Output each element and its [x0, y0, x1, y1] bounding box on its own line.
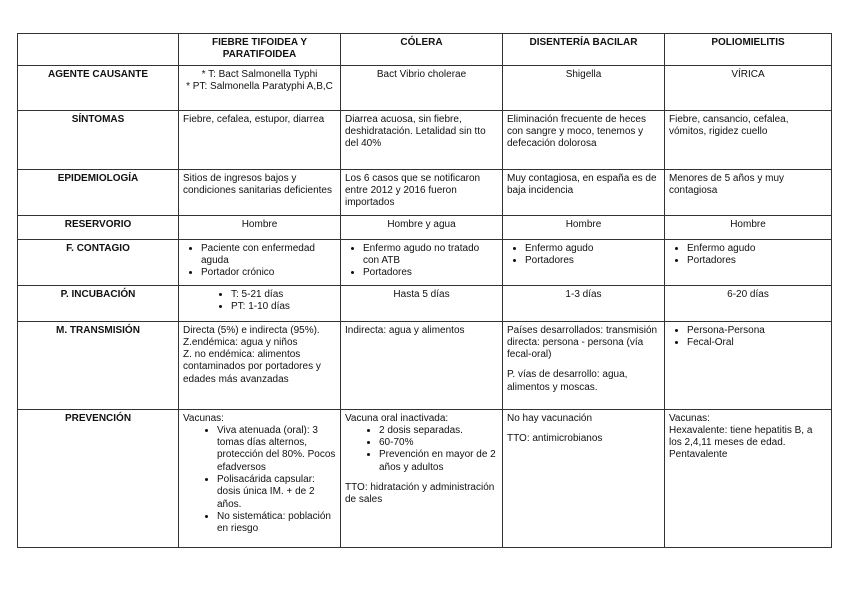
list-item: • Paciente con enfermedad aguda [201, 243, 336, 268]
cell-disenteria [503, 321, 665, 409]
cell-polio: Fiebre, cansancio, cefalea, vómitos, rigidez cuello [665, 110, 832, 169]
list-item: • Enfermo agudo [525, 243, 660, 255]
list-item: • PT: 1-10 días [231, 301, 336, 313]
cell-fiebre: Hombre [179, 215, 341, 239]
row-sintomas [18, 110, 832, 169]
row-transmision [18, 321, 832, 409]
cell-fiebre [179, 321, 341, 409]
row-label: AGENTE CAUSANTE [18, 65, 179, 110]
row-epidemiologia [18, 169, 832, 215]
cell-line: Países desarrollados: transmisión directa: persona - persona (vía fecal-oral) [507, 324, 658, 361]
row-reservorio [18, 215, 832, 239]
cell-fiebre [179, 65, 341, 110]
cell-fiebre [179, 409, 341, 547]
list-item: • Viva atenuada (oral): 3 tomas días alternos, protección del 80%. Pocos efadversos [217, 425, 336, 474]
row-label: EPIDEMIOLOGÍA [18, 169, 179, 215]
header-fiebre: FIEBRE TIFOIDEA Y PARATIFOIDEA [179, 34, 341, 66]
header-row [18, 34, 832, 66]
row-label: M. TRANSMISIÓN [18, 321, 179, 409]
cell-polio: Hombre [665, 215, 832, 239]
cell-line: Pentavalente [669, 449, 728, 461]
list-item: • T: 5-21 días [231, 289, 336, 301]
cell-line: * PT: Salmonella Paratyphi A,B,C [186, 80, 333, 92]
header-colera: CÓLERA [341, 34, 503, 66]
list-item: • Portadores [687, 255, 827, 267]
cell-colera [341, 409, 503, 547]
comparison-table [17, 33, 832, 548]
row-label: RESERVORIO [18, 215, 179, 239]
cell-line: * T: Bact Salmonella Typhi [201, 68, 318, 80]
header-disenteria: DISENTERÍA BACILAR [503, 34, 665, 66]
list-item: • Enfermo agudo no tratado con ATB [363, 243, 498, 268]
cell-disenteria: Eliminación frecuente de heces con sangre y moco, tenemos y defecación dolorosa [503, 110, 665, 169]
row-label: PREVENCIÓN [18, 409, 179, 547]
cell-fiebre: Fiebre, cefalea, estupor, diarrea [179, 110, 341, 169]
cell-fiebre [179, 285, 341, 321]
row-prevencion [18, 409, 832, 547]
cell-polio [665, 239, 832, 285]
row-label: SÍNTOMAS [18, 110, 179, 169]
cell-fiebre [179, 239, 341, 285]
list-item: • Portadores [363, 267, 498, 279]
cell-colera: Indirecta: agua y alimentos [341, 321, 503, 409]
header-polio: POLIOMIELITIS [665, 34, 832, 66]
row-incubacion [18, 285, 832, 321]
list-item: • 2 dosis separadas. [379, 425, 498, 437]
cell-colera: Hasta 5 días [341, 285, 503, 321]
cell-colera: Bact Vibrio cholerae [341, 65, 503, 110]
bullet-list [345, 425, 498, 474]
cell-colera: Los 6 casos que se notificaron entre 2012 y 2016 fueron importados [341, 169, 503, 215]
cell-line: Z.endémica: agua y niños [183, 336, 298, 348]
bullet-list [669, 243, 827, 268]
bullet-list [345, 243, 498, 280]
cell-polio [665, 321, 832, 409]
bullet-list [669, 325, 827, 350]
cell-line: TTO: hidratación y administración de sales [345, 482, 495, 506]
header-empty [18, 34, 179, 66]
cell-disenteria: Hombre [503, 215, 665, 239]
cell-disenteria: 1-3 días [503, 285, 665, 321]
list-item: • Enfermo agudo [687, 243, 827, 255]
cell-line: Directa (5%) e indirecta (95%). [183, 324, 320, 336]
cell-colera: Hombre y agua [341, 215, 503, 239]
list-item: • Portadores [525, 255, 660, 267]
bullet-list [183, 289, 336, 314]
cell-polio: VÍRICA [665, 65, 832, 110]
cell-line: Z. no endémica: alimentos contaminados por portadores y edades más avanzadas [183, 349, 321, 385]
list-item: • Fecal-Oral [687, 337, 827, 349]
cell-line: Hexavalente: tiene hepatitis B, a los 2,4,11 meses de edad. [669, 424, 813, 449]
cell-line: Vacuna oral inactivada: [345, 412, 449, 424]
cell-line: TTO: antimicrobianos [507, 432, 603, 444]
bullet-list [183, 425, 336, 536]
list-item: • Polisacárida capsular: dosis única IM. + de 2 años. [217, 474, 336, 511]
list-item: • Portador crónico [201, 267, 336, 279]
cell-polio [665, 409, 832, 547]
cell-disenteria: Shigella [503, 65, 665, 110]
row-label: F. CONTAGIO [18, 239, 179, 285]
cell-line: Vacunas: [183, 412, 224, 424]
cell-line: Vacunas: [669, 412, 710, 424]
list-item: • 60-70% [379, 437, 498, 449]
cell-colera: Diarrea acuosa, sin fiebre, deshidratación. Letalidad sin tto del 40% [341, 110, 503, 169]
cell-polio: Menores de 5 años y muy contagiosa [665, 169, 832, 215]
list-item: • Prevención en mayor de 2 años y adultos [379, 449, 498, 474]
cell-disenteria: Muy contagiosa, en españa es de baja incidencia [503, 169, 665, 215]
bullet-list [183, 243, 336, 280]
cell-disenteria [503, 239, 665, 285]
cell-fiebre: Sitios de ingresos bajos y condiciones sanitarias deficientes [179, 169, 341, 215]
list-item: • No sistemática: población en riesgo [217, 511, 336, 536]
cell-polio: 6-20 días [665, 285, 832, 321]
row-label: P. INCUBACIÓN [18, 285, 179, 321]
cell-line: P. vías de desarrollo: agua, alimentos y moscas. [507, 369, 628, 393]
cell-colera [341, 239, 503, 285]
bullet-list [507, 243, 660, 268]
cell-disenteria [503, 409, 665, 547]
row-contagio [18, 239, 832, 285]
row-agente [18, 65, 832, 110]
list-item: • Persona-Persona [687, 325, 827, 337]
cell-line: No hay vacunación [507, 412, 593, 424]
